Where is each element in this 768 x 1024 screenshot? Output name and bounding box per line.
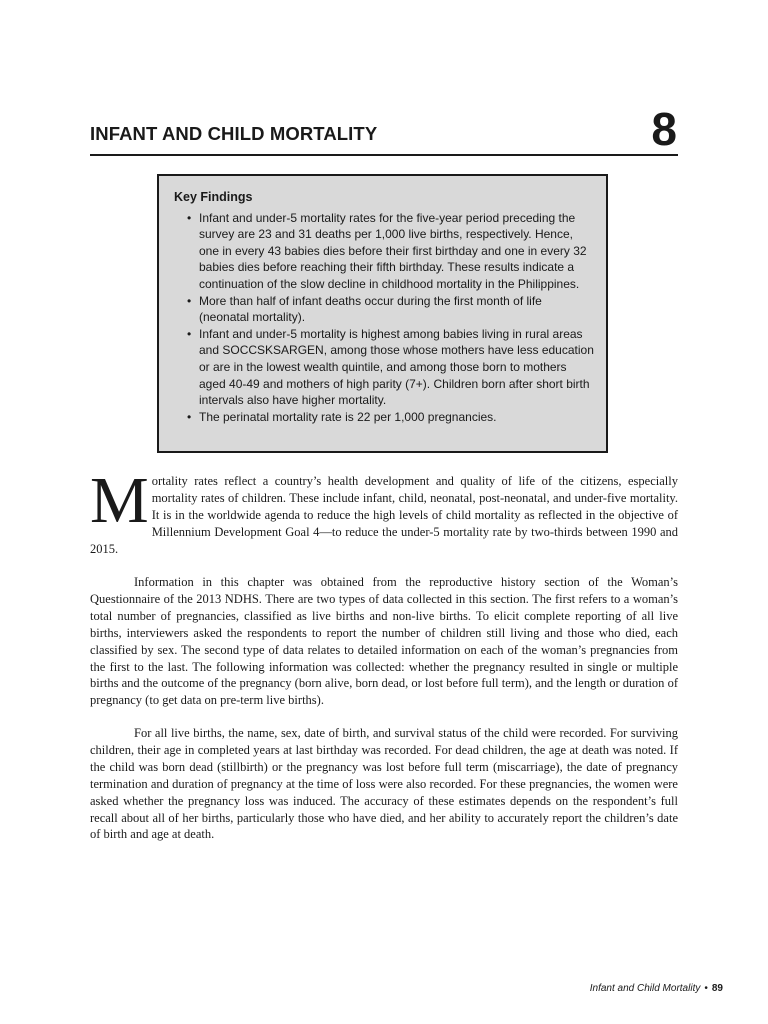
intro-paragraph [90, 464, 678, 558]
bullet-icon: • [187, 409, 192, 424]
page-footer [590, 983, 723, 994]
list-item [174, 293, 594, 326]
body-paragraph-2: Information in this chapter was obtained from the reproductive history section of the Woman’s Questionnaire of the 2013 NDHS. There are two types of data collected in this section. The first refers to a woman’s total number of pregnancies, classified as live births and non-live births. To elicit complete reporting of all live births, interviewers asked the respondents to report the number of children still living and those who died, each classified by sex. The second type of data relates to detailed information on each of the woman’s pregnancies from the first to the last. The following information was collected: whether the pregnancy resulted in single or multiple births and the outcome of the pregnancy (born alive, born dead, or lost before full term), and the length or duration of pregnancy (to get data on pre-term live births). [90, 575, 678, 708]
chapter-title: INFANT AND CHILD MORTALITY [90, 123, 378, 144]
finding-text: The perinatal mortality rate is 22 per 1,000 pregnancies. [199, 409, 497, 424]
page-number: 89 [711, 983, 723, 994]
key-findings-box [157, 174, 608, 453]
bullet-icon: • [187, 293, 192, 308]
list-item [174, 326, 594, 409]
finding-text: Infant and under-5 mortality is highest among babies living in rural areas and SOCCSKSARGEN, among those whose mothers have less education or are in the lowest wealth quintile, and among those born to mothers aged 40-49 and mothers of high parity (7+). Children born after short birth intervals also have higher mortality. [199, 326, 594, 408]
intro-paragraph-text: ortality rates reflect a country’s health development and quality of life of the citizens, especially mortality rates of children. These include infant, child, neonatal, post-neonatal, and under-five mortality. It is in the worldwide agenda to reduce the high levels of child mortality as reflected in the objective of Millennium Development Goal 4—to reduce the under-5 mortality rate by two-thirds between 1990 and 2015. [90, 474, 678, 556]
key-findings-heading: Key Findings [174, 190, 253, 204]
key-findings-list [174, 210, 594, 426]
list-item [174, 210, 594, 293]
finding-text: Infant and under-5 mortality rates for the five-year period preceding the survey are 23 and 31 deaths per 1,000 live births, respectively. Hence, one in every 43 babies dies before their first birthday and one in every 32 babies dies before reaching their fifth birthday. These results indicate a continuation of the slow decline in childhood mortality in the Philippines. [199, 210, 587, 291]
finding-text: More than half of infant deaths occur during the first month of life (neonatal mortality). [199, 293, 542, 325]
bullet-icon: • [187, 326, 192, 341]
chapter-number: 8 [651, 103, 677, 155]
bullet-icon: • [187, 210, 192, 225]
drop-cap: M [90, 464, 149, 537]
list-item [174, 409, 594, 426]
chapter-header [90, 100, 678, 156]
body-paragraph-3: For all live births, the name, sex, date of birth, and survival status of the child were recorded. For surviving children, their age in completed years at last birthday was recorded. For dead children, the age at death was noted. If the child was born dead (stillbirth) or the pregnancy was lost before full term (miscarriage), the date of pregnancy termination and duration of pregnancy at the time of loss were also recorded. For these pregnancies, the women were asked whether the pregnancy loss was induced. The accuracy of these estimates depends on the respondent’s full recall about all of her births, particularly those who have died, and her ability to accurately report the children’s date of birth and age at death. [90, 726, 678, 842]
footer-separator: • [704, 983, 708, 994]
footer-title: Infant and Child Mortality [589, 983, 701, 994]
